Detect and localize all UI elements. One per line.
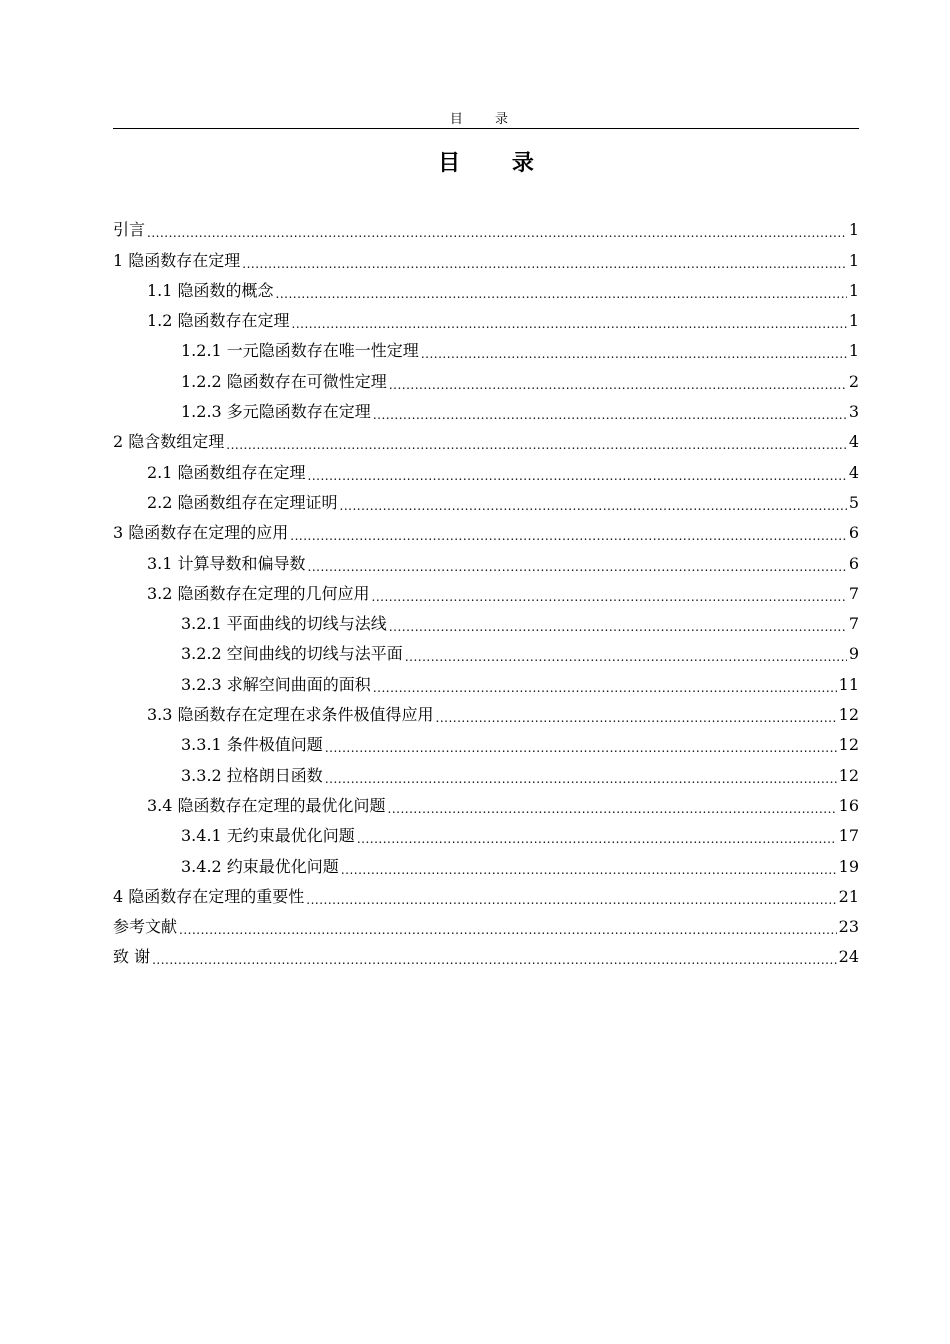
toc-entry[interactable] (113, 488, 859, 518)
toc-entry-page-number: 1 (848, 250, 859, 270)
toc-entry[interactable] (113, 518, 859, 548)
toc-entry[interactable] (113, 336, 859, 366)
toc-entry[interactable] (113, 548, 859, 578)
toc-entry-page-number: 4 (848, 462, 859, 482)
toc-entry-label: 3.2.3 求解空间曲面的面积 (181, 674, 371, 694)
toc-entry[interactable] (113, 579, 859, 609)
toc-entry-page-number: 12 (838, 765, 859, 785)
toc-entry-label: 3.3.1 条件极值问题 (181, 735, 323, 755)
toc-entry-page-number: 2 (848, 371, 859, 391)
toc-entry-page-number: 7 (848, 583, 859, 603)
toc-entry-page-number: 9 (848, 644, 859, 664)
toc-entry[interactable] (113, 215, 859, 245)
toc-entry[interactable] (113, 791, 859, 821)
toc-dot-leader (179, 918, 837, 942)
toc-dot-leader (290, 524, 847, 548)
toc-dot-leader (276, 282, 847, 306)
toc-entry[interactable] (113, 276, 859, 306)
toc-entry-page-number: 12 (838, 735, 859, 755)
toc-dot-leader (325, 736, 837, 760)
toc-entry[interactable] (113, 760, 859, 790)
toc-entry-page-number: 23 (838, 917, 859, 937)
toc-entry-label: 3.2 隐函数存在定理的几何应用 (147, 583, 370, 603)
toc-entry[interactable] (113, 700, 859, 730)
table-of-contents (113, 215, 859, 972)
toc-entry[interactable] (113, 245, 859, 275)
toc-entry-page-number: 16 (838, 795, 859, 815)
toc-dot-leader (147, 221, 847, 245)
toc-dot-leader (373, 403, 847, 427)
toc-dot-leader (388, 797, 837, 821)
toc-entry[interactable] (113, 730, 859, 760)
toc-dot-leader (373, 676, 837, 700)
toc-entry-label: 1.2 隐函数存在定理 (147, 311, 290, 331)
toc-entry[interactable] (113, 669, 859, 699)
toc-dot-leader (389, 615, 847, 639)
toc-entry-label: 参考文献 (113, 917, 178, 937)
running-header: 目 录 (449, 112, 523, 127)
toc-dot-leader (242, 252, 847, 276)
toc-entry-label: 2 隐含数组定理 (113, 432, 225, 452)
toc-entry-label: 1.2.2 隐函数存在可微性定理 (181, 371, 387, 391)
toc-entry-page-number: 21 (838, 886, 859, 906)
toc-dot-leader (341, 858, 837, 882)
toc-entry-label: 3.4.1 无约束最优化问题 (181, 826, 355, 846)
toc-dot-leader (405, 645, 847, 669)
toc-dot-leader (389, 373, 847, 397)
toc-dot-leader (325, 767, 837, 791)
toc-entry-label: 3.2.1 平面曲线的切线与法线 (181, 614, 387, 634)
toc-entry-label: 4 隐函数存在定理的重要性 (113, 886, 305, 906)
toc-entry[interactable] (113, 457, 859, 487)
toc-entry-label: 1.2.1 一元隐函数存在唯一性定理 (181, 341, 419, 361)
toc-entry[interactable] (113, 427, 859, 457)
toc-entry-page-number: 19 (838, 856, 859, 876)
toc-entry-page-number: 5 (848, 492, 859, 512)
toc-entry[interactable] (113, 306, 859, 336)
toc-entry-label: 3 隐函数存在定理的应用 (113, 523, 289, 543)
toc-entry-page-number: 1 (848, 280, 859, 300)
toc-entry-page-number: 1 (848, 341, 859, 361)
toc-entry[interactable] (113, 821, 859, 851)
toc-dot-leader (357, 827, 837, 851)
toc-entry-label: 致 谢 (113, 947, 151, 967)
toc-dot-leader (292, 312, 847, 336)
toc-dot-leader (308, 464, 847, 488)
toc-entry-page-number: 4 (848, 432, 859, 452)
toc-entry-label: 1.2.3 多元隐函数存在定理 (181, 402, 371, 422)
toc-entry-page-number: 6 (848, 553, 859, 573)
toc-entry[interactable] (113, 942, 859, 972)
toc-entry-page-number: 7 (848, 614, 859, 634)
toc-entry-label: 3.3.2 拉格朗日函数 (181, 765, 323, 785)
toc-dot-leader (152, 948, 837, 972)
toc-dot-leader (306, 888, 836, 912)
toc-dot-leader (421, 342, 847, 366)
toc-dot-leader (308, 555, 847, 579)
toc-entry-label: 2.2 隐函数组存在定理证明 (147, 492, 338, 512)
toc-dot-leader (340, 494, 847, 518)
toc-dot-leader (226, 433, 847, 457)
toc-dot-leader (436, 706, 837, 730)
toc-entry[interactable] (113, 851, 859, 881)
toc-entry-label: 3.1 计算导数和偏导数 (147, 553, 306, 573)
toc-entry-page-number: 1 (848, 311, 859, 331)
toc-entry-label: 3.2.2 空间曲线的切线与法平面 (181, 644, 403, 664)
toc-entry[interactable] (113, 397, 859, 427)
toc-entry-page-number: 6 (848, 523, 859, 543)
toc-entry[interactable] (113, 639, 859, 669)
header-rule (113, 128, 859, 129)
page-title: 目 录 (438, 151, 556, 176)
toc-entry-label: 2.1 隐函数组存在定理 (147, 462, 306, 482)
toc-entry-label: 3.4.2 约束最优化问题 (181, 856, 339, 876)
toc-entry-page-number: 3 (848, 402, 859, 422)
toc-entry-page-number: 11 (838, 674, 859, 694)
toc-entry[interactable] (113, 609, 859, 639)
toc-entry-label: 3.3 隐函数存在定理在求条件极值得应用 (147, 705, 434, 725)
toc-dot-leader (372, 585, 847, 609)
toc-entry-label: 3.4 隐函数存在定理的最优化问题 (147, 795, 386, 815)
toc-entry[interactable] (113, 882, 859, 912)
toc-entry[interactable] (113, 912, 859, 942)
toc-entry-page-number: 12 (838, 705, 859, 725)
toc-entry-label: 引言 (113, 220, 146, 240)
toc-entry-label: 1 隐函数存在定理 (113, 250, 241, 270)
toc-entry-page-number: 17 (838, 826, 859, 846)
toc-entry[interactable] (113, 366, 859, 396)
toc-entry-label: 1.1 隐函数的概念 (147, 280, 274, 300)
toc-entry-page-number: 1 (848, 220, 859, 240)
toc-entry-page-number: 24 (838, 947, 859, 967)
